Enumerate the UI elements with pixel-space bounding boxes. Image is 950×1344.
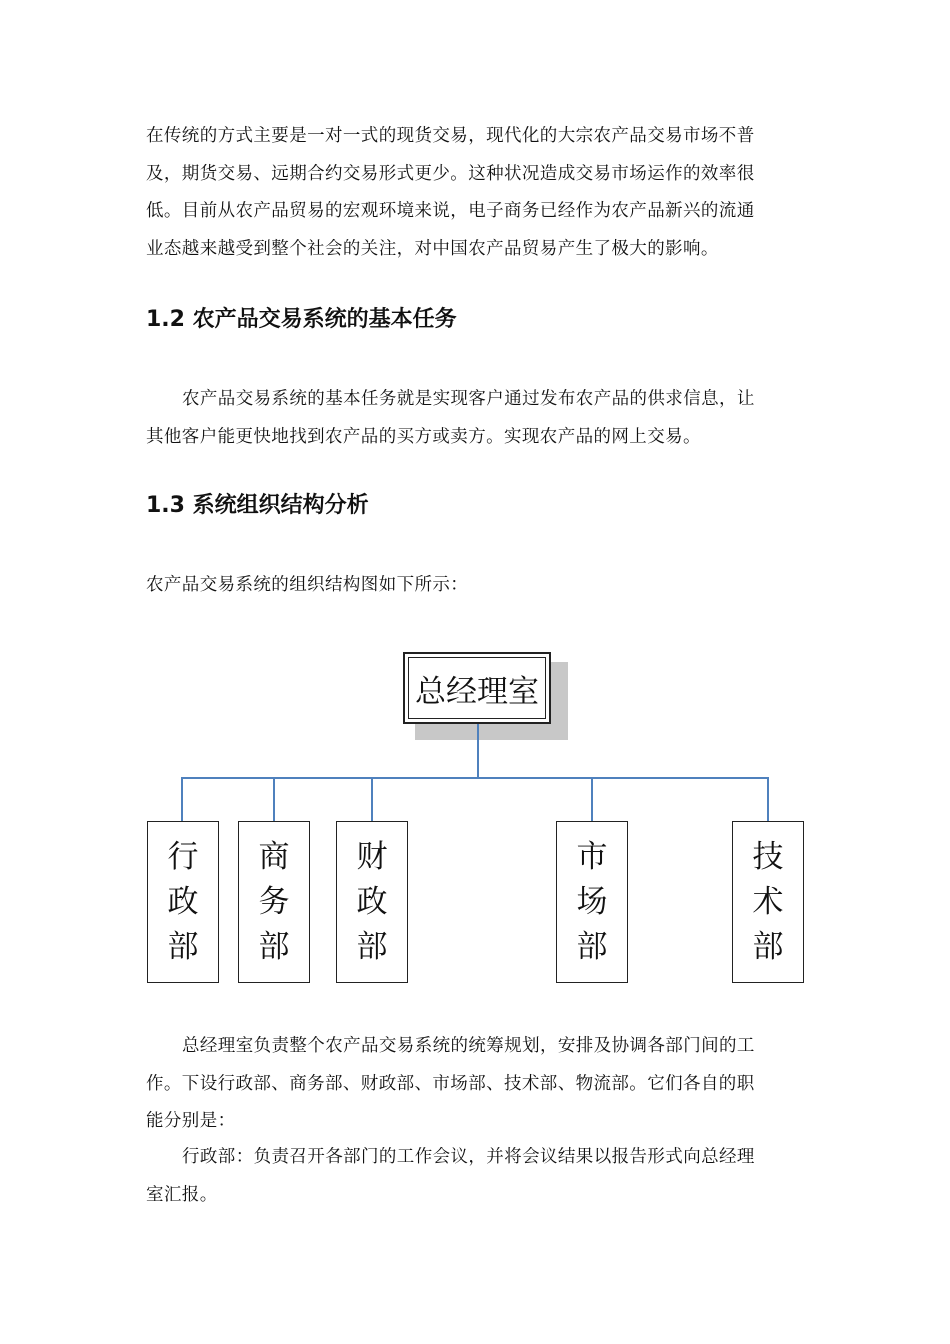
connector-drop: [591, 777, 593, 821]
text-line: 及，期货交易、远期合约交易形式更少。这种状况造成交易市场运作的效率很: [146, 163, 755, 184]
text-line: 低。目前从农产品贸易的宏观环境来说，电子商务已经作为农产品新兴的流通: [146, 201, 755, 221]
dept-char: 术: [752, 883, 784, 920]
org-chart: [140, 640, 820, 1000]
dept-char: 场: [576, 883, 608, 920]
text-line: 作。下设行政部、商务部、财政部、市场部、技术部、物流部。它们各自的职: [146, 1073, 755, 1094]
dept-char: 市: [576, 838, 608, 875]
dept-node: [732, 821, 804, 983]
section-heading-1-2: 1.2 农产品交易系统的基本任务: [146, 307, 457, 332]
dept-node: [238, 821, 310, 983]
text-line: 行政部：负责召开各部门的工作会议，并将会议结果以报告形式向总经理: [182, 1147, 755, 1167]
dept-char: 政: [356, 883, 388, 920]
dept-char: 技: [752, 838, 784, 875]
admin-paragraph: [146, 1139, 806, 1214]
dept-char: 财: [356, 838, 388, 875]
root-node: [403, 652, 551, 724]
text-line: 总经理室负责整个农产品交易系统的统筹规划，安排及协调各部门间的工: [182, 1036, 755, 1056]
text-line: 其他客户能更快地找到农产品的买方或卖方。实现农产品的网上交易。: [146, 426, 701, 447]
connector-drop: [371, 777, 373, 821]
root-node-label: 总经理室: [408, 657, 546, 719]
connector-drop: [767, 777, 769, 821]
dept-char: 政: [167, 883, 199, 920]
dept-char: 部: [752, 928, 784, 965]
connector-drop: [181, 777, 183, 821]
section-1-2-paragraph: [146, 381, 806, 456]
dept-node: [556, 821, 628, 983]
dept-char: 商: [258, 838, 290, 875]
connector-horizontal: [181, 777, 769, 779]
text-line: 农产品交易系统的组织结构图如下所示：: [146, 575, 469, 595]
dept-char: 务: [258, 883, 290, 920]
intro-paragraph: [146, 118, 806, 268]
section-heading-1-3: 1.3 系统组织结构分析: [146, 493, 369, 518]
dept-char: 部: [258, 928, 290, 965]
text-line: 业态越来越受到整个社会的关注，对中国农产品贸易产生了极大的影响。: [146, 238, 719, 259]
text-line: 室汇报。: [146, 1184, 218, 1205]
connector-drop: [273, 777, 275, 821]
org-chart-intro: [146, 567, 806, 605]
dept-char: 行: [167, 838, 199, 875]
dept-node: [336, 821, 408, 983]
connector-root-vertical: [477, 724, 479, 778]
text-line: 在传统的方式主要是一对一式的现货交易，现代化的大宗农产品交易市场不普: [146, 126, 755, 146]
text-line: 农产品交易系统的基本任务就是实现客户通过发布农产品的供求信息，让: [182, 389, 755, 409]
dept-node: [147, 821, 219, 983]
text-line: 能分别是：: [146, 1111, 236, 1131]
dept-char: 部: [167, 928, 199, 965]
dept-char: 部: [356, 928, 388, 965]
dept-char: 部: [576, 928, 608, 965]
closing-paragraph: [146, 1028, 806, 1141]
